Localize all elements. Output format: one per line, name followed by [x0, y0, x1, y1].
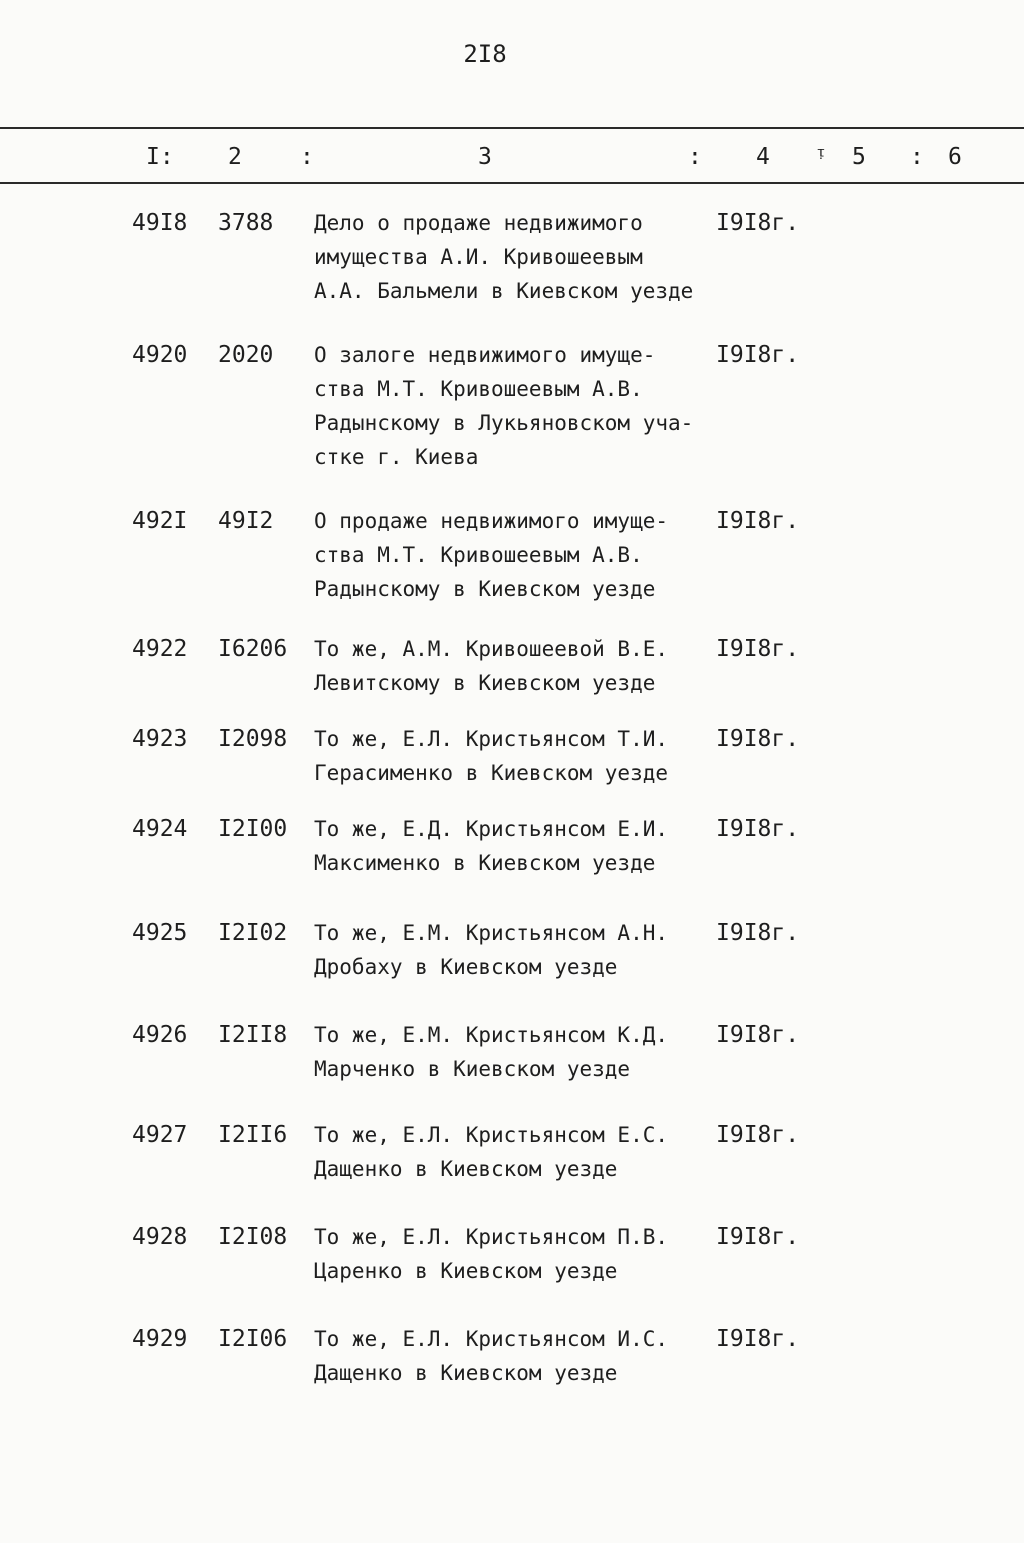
row-number: 4925 — [132, 920, 188, 946]
row-reference: 49I2 — [218, 508, 274, 534]
description-line: То же, Е.Л. Кристьянсом Е.С. — [314, 1123, 669, 1147]
description-line: стке г. Киева — [314, 445, 479, 469]
page-number: 2I8 — [463, 40, 507, 68]
description-line: Дело о продаже недвижимого — [314, 211, 643, 235]
row-description — [314, 812, 724, 880]
row-description — [314, 1322, 724, 1390]
description-line: То же, Е.Л. Кристьянсом И.С. — [314, 1327, 669, 1351]
row-year: I9I8г. — [716, 1122, 800, 1148]
row-description — [314, 1220, 724, 1288]
row-number: 4926 — [132, 1022, 188, 1048]
row-description — [314, 504, 724, 606]
header-col4: 4 — [756, 144, 770, 170]
description-line: Царенко в Киевском уезде — [314, 1259, 618, 1283]
row-description — [314, 916, 724, 984]
description-line: Дробаху в Киевском уезде — [314, 955, 618, 979]
row-number: 4922 — [132, 636, 188, 662]
row-description — [314, 632, 724, 700]
description-line: А.А. Бальмели в Киевском уезде — [314, 279, 694, 303]
row-year: I9I8г. — [716, 920, 800, 946]
header-sep4: ᵎ — [814, 144, 828, 170]
header-sep5: : — [910, 144, 924, 170]
description-line: имущества А.И. Кривошеевым — [314, 245, 643, 269]
row-year: I9I8г. — [716, 1022, 800, 1048]
description-line: Максименко в Киевском уезде — [314, 851, 656, 875]
description-line: ства М.Т. Кривошеевым А.В. — [314, 377, 643, 401]
description-line: То же, А.М. Кривошеевой В.Е. — [314, 637, 669, 661]
row-reference: I6206 — [218, 636, 288, 662]
row-year: I9I8г. — [716, 636, 800, 662]
description-line: То же, Е.М. Кристьянсом А.Н. — [314, 921, 669, 945]
header-sep2: : — [300, 144, 314, 170]
row-reference: 3788 — [218, 210, 274, 236]
row-reference: I2I06 — [218, 1326, 288, 1352]
row-number: 49I8 — [132, 210, 188, 236]
row-year: I9I8г. — [716, 816, 800, 842]
description-line: О продаже недвижимого имуще- — [314, 509, 669, 533]
header-col5: 5 — [852, 144, 866, 170]
description-line: Дащенко в Киевском уезде — [314, 1361, 618, 1385]
row-description — [314, 338, 724, 474]
row-year: I9I8г. — [716, 508, 800, 534]
row-number: 4920 — [132, 342, 188, 368]
row-year: I9I8г. — [716, 342, 800, 368]
description-line: То же, Е.Л. Кристьянсом Т.И. — [314, 727, 669, 751]
row-reference: I2II6 — [218, 1122, 288, 1148]
description-line: То же, Е.Л. Кристьянсом П.В. — [314, 1225, 669, 1249]
header-col3: 3 — [478, 144, 492, 170]
description-line: Дащенко в Киевском уезде — [314, 1157, 618, 1181]
description-line: Радынскому в Киевском уезде — [314, 577, 656, 601]
row-reference: I2098 — [218, 726, 288, 752]
row-number: 4929 — [132, 1326, 188, 1352]
row-description — [314, 1018, 724, 1086]
row-description — [314, 1118, 724, 1186]
header-bottom-rule — [0, 182, 1024, 184]
description-line: То же, Е.М. Кристьянсом К.Д. — [314, 1023, 669, 1047]
row-reference: I2I00 — [218, 816, 288, 842]
header-col2: 2 — [228, 144, 242, 170]
row-reference: I2I02 — [218, 920, 288, 946]
row-number: 492I — [132, 508, 188, 534]
description-line: Марченко в Киевском уезде — [314, 1057, 631, 1081]
row-number: 4927 — [132, 1122, 188, 1148]
row-year: I9I8г. — [716, 1224, 800, 1250]
row-year: I9I8г. — [716, 726, 800, 752]
description-line: Радынскому в Лукьяновском уча- — [314, 411, 694, 435]
header-sep3: : — [688, 144, 702, 170]
header-col6: 6 — [948, 144, 962, 170]
row-reference: 2020 — [218, 342, 274, 368]
row-number: 4923 — [132, 726, 188, 752]
row-year: I9I8г. — [716, 1326, 800, 1352]
row-number: 4928 — [132, 1224, 188, 1250]
description-line: Герасименко в Киевском уезде — [314, 761, 669, 785]
description-line: Левитскому в Киевском уезде — [314, 671, 656, 695]
row-year: I9I8г. — [716, 210, 800, 236]
description-line: ства М.Т. Кривошеевым А.В. — [314, 543, 643, 567]
row-number: 4924 — [132, 816, 188, 842]
row-description — [314, 722, 724, 790]
row-reference: I2I08 — [218, 1224, 288, 1250]
description-line: О залоге недвижимого имуще- — [314, 343, 656, 367]
description-line: То же, Е.Д. Кристьянсом Е.И. — [314, 817, 669, 841]
header-top-rule — [0, 127, 1024, 129]
row-description — [314, 206, 724, 308]
header-col1: I: — [146, 144, 174, 170]
row-reference: I2II8 — [218, 1022, 288, 1048]
